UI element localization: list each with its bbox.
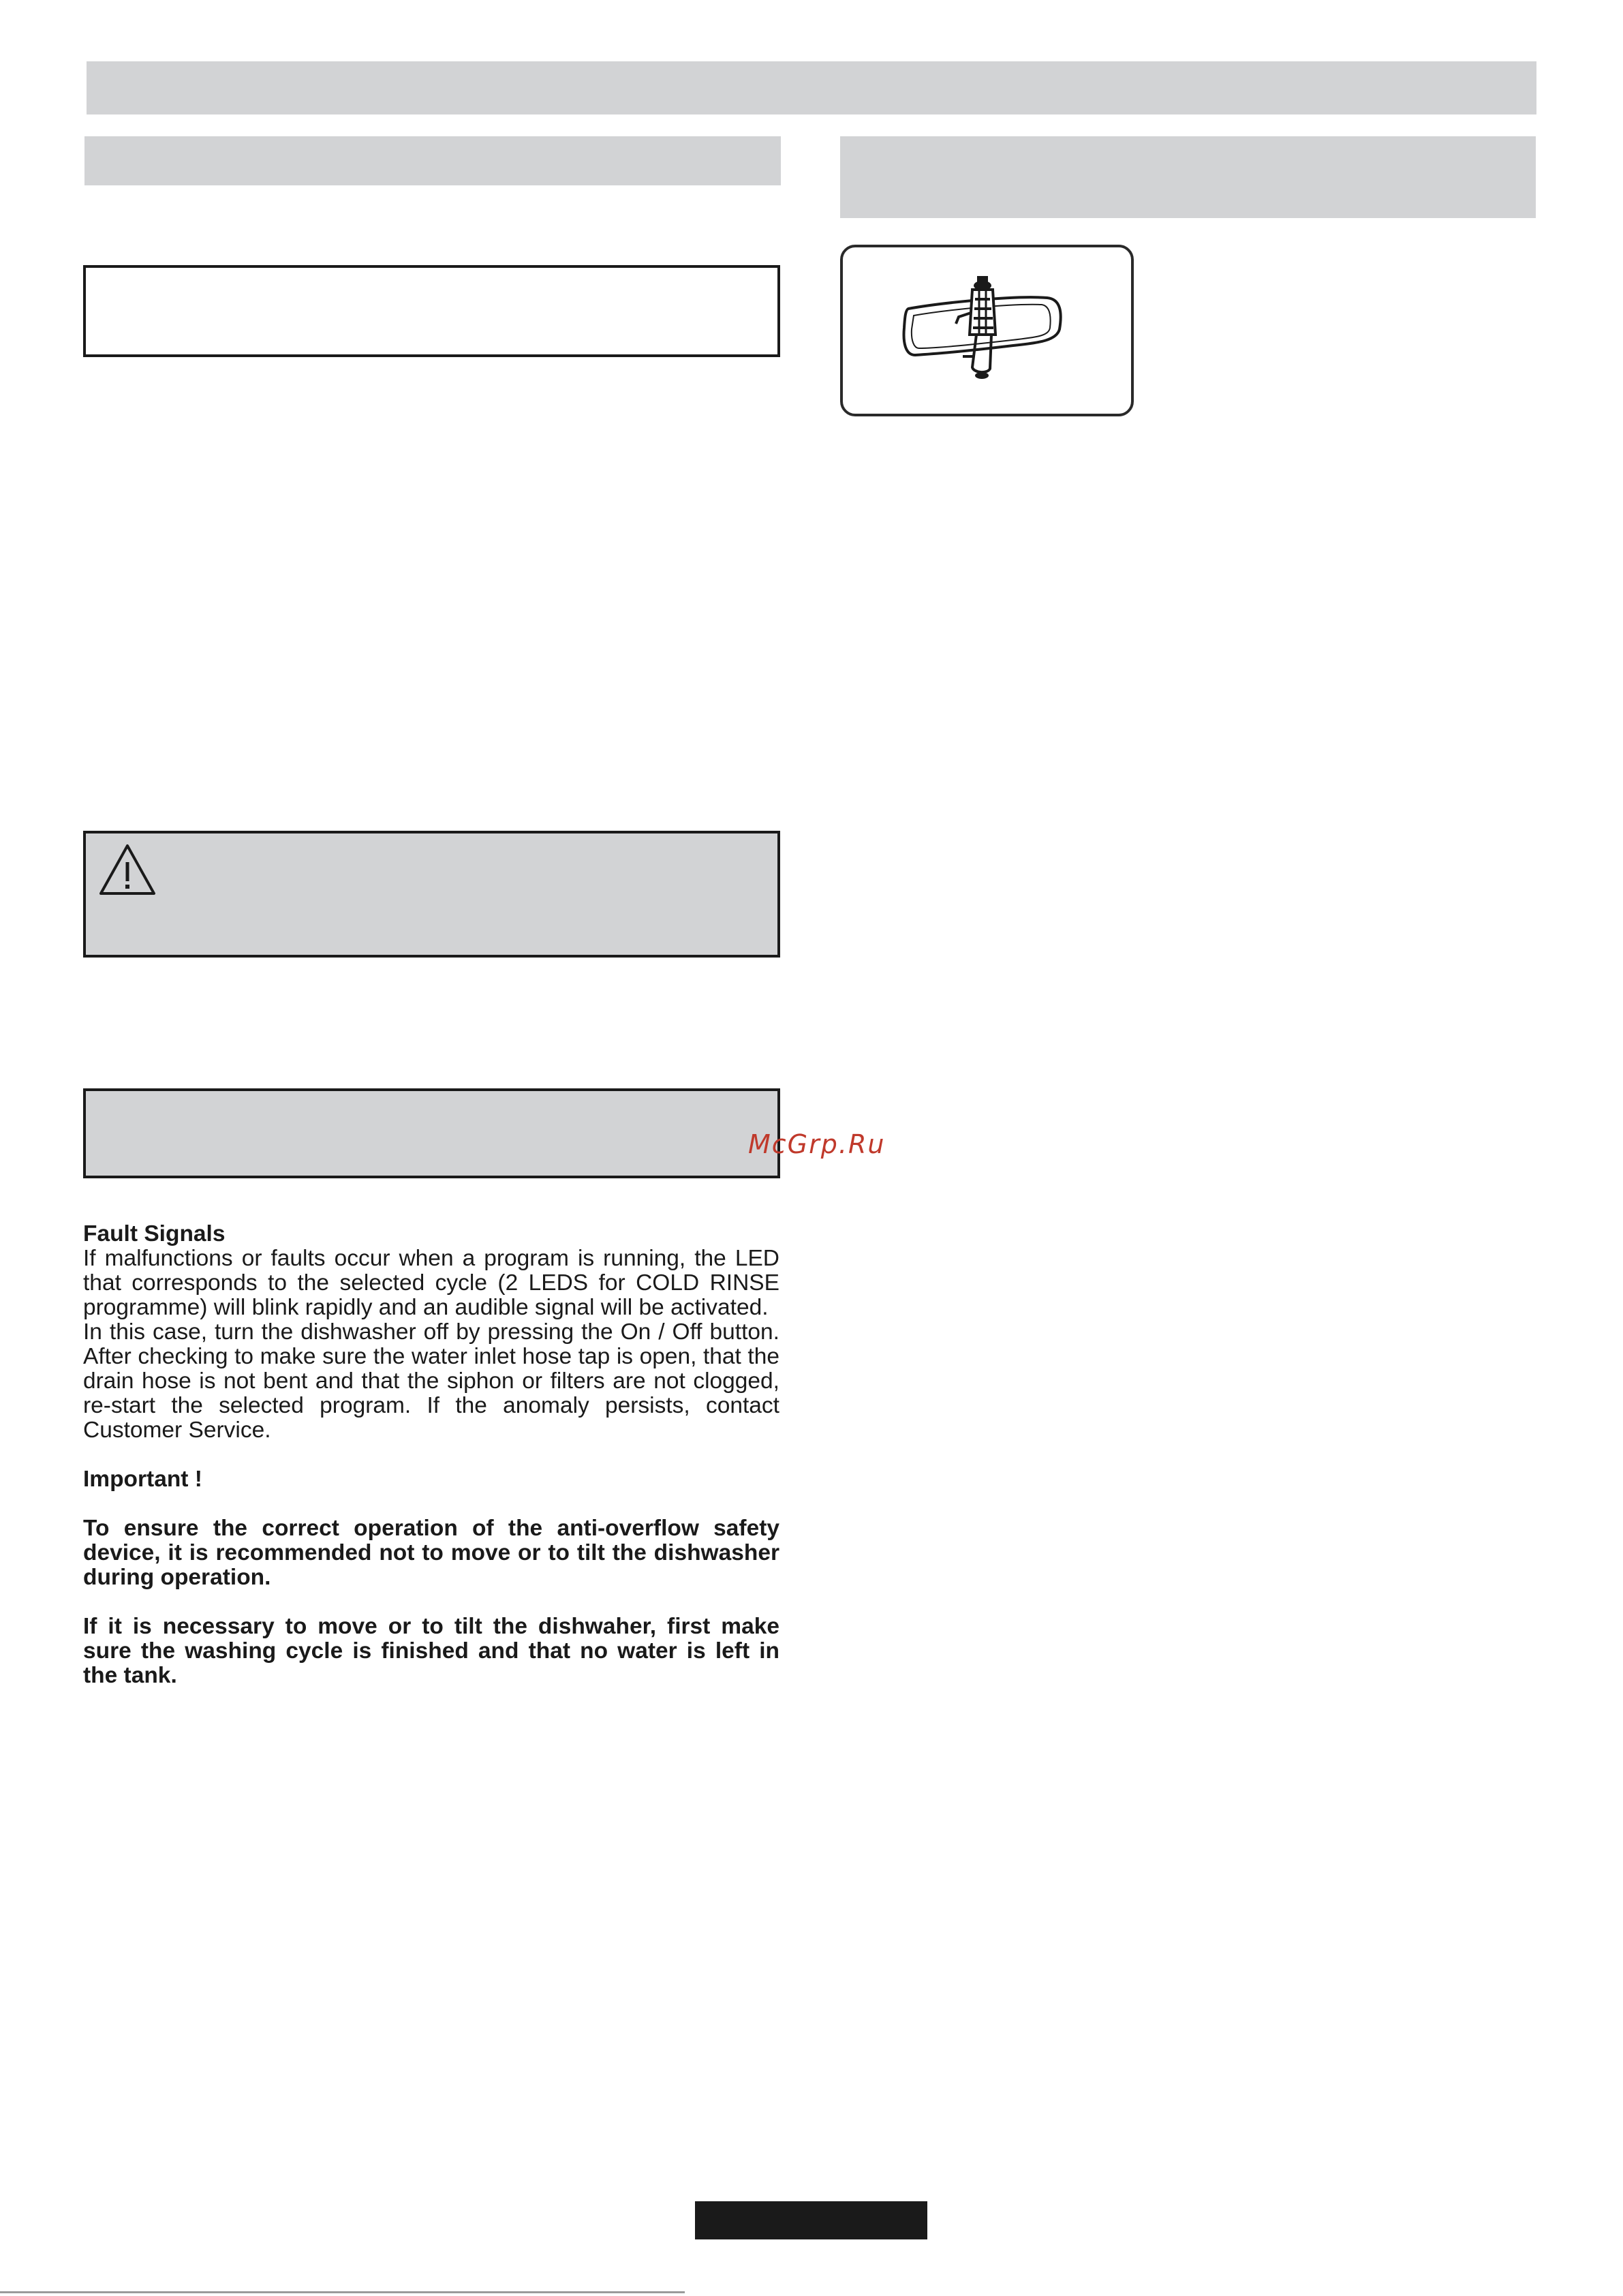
fault-signals-paragraph-1: If malfunctions or faults occur when a program is running, the LED that corresponds to the selected cycle (2 LEDS for COLD RINSE programme) will blink rapidly and an audible signal will be activated. — [83, 1246, 779, 1320]
warning-box — [83, 831, 780, 958]
important-title: Important ! — [83, 1467, 202, 1492]
fault-signals-paragraph-2: In this case, turn the dishwasher off by pressing the On / Off button. After checking to make sure the water inlet hose tap is open, that the drain hose is not bent and that the siphon or filters are not clogged, re-start the selected program. If the anomaly persists, contact Customer Service. — [83, 1319, 779, 1443]
important-paragraph-2: If it is necessary to move or to tilt the dishwaher, first make sure the washing cycle is finished and that no water is left in the tank. — [83, 1614, 779, 1688]
page-number-bar — [695, 2201, 927, 2239]
warning-triangle-icon — [97, 842, 158, 899]
filter-drawing-icon — [843, 247, 1131, 414]
dishwasher-filter-illustration — [840, 245, 1134, 416]
top-banner — [87, 61, 1536, 114]
left-section-header — [84, 136, 781, 185]
right-section-header — [840, 136, 1536, 218]
note-box — [83, 1088, 780, 1178]
outlined-heading-box — [83, 265, 780, 357]
important-paragraph-1: To ensure the correct operation of the anti-overflow safety device, it is recommended not to move or to tilt the dishwasher during operation. — [83, 1516, 779, 1590]
fault-signals-section — [83, 1222, 779, 1688]
watermark: McGrp.Ru — [748, 1129, 886, 1159]
fault-signals-title: Fault Signals — [83, 1221, 226, 1246]
bottom-rule — [0, 2291, 685, 2293]
